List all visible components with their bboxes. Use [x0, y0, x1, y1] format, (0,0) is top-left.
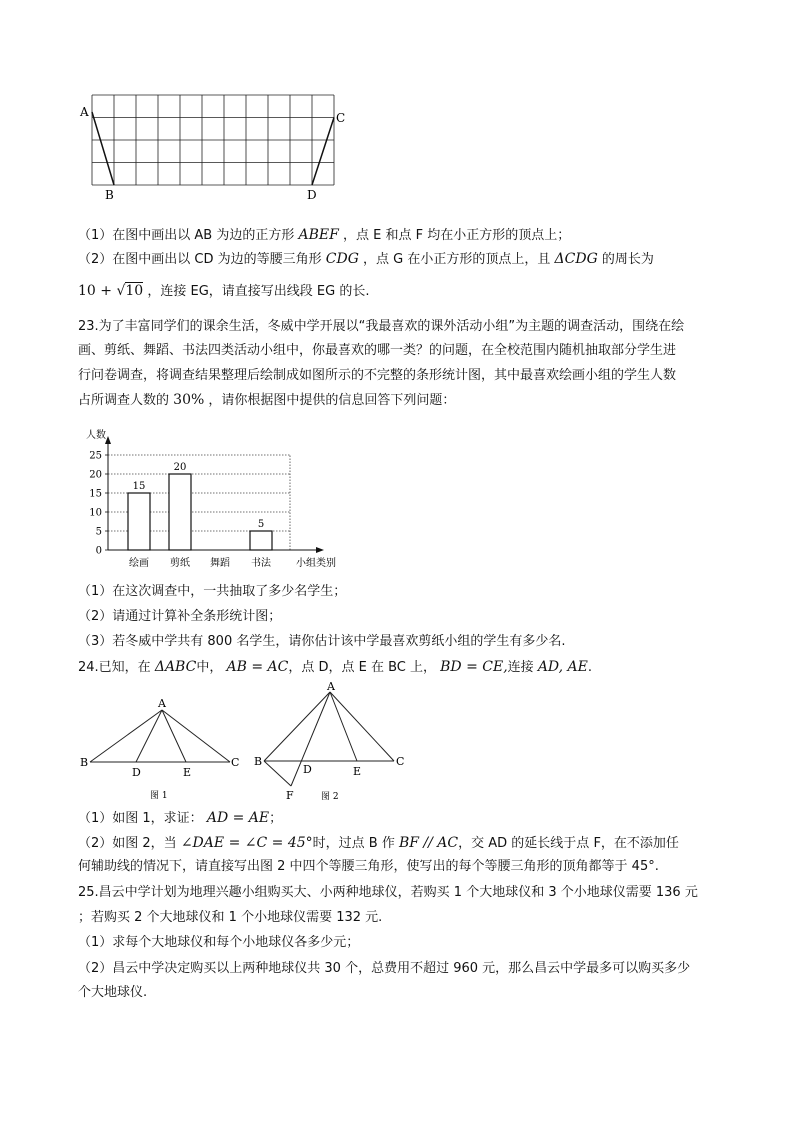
fig2-label-a: A — [327, 682, 335, 693]
y-tick-label: 5 — [95, 526, 102, 538]
bar-value-label: 20 — [173, 462, 187, 473]
triangle-figure-1 — [80, 695, 246, 803]
fig2-label-f: F — [286, 789, 294, 802]
x-category-label: 绘画 — [129, 558, 149, 569]
q24-part2-cont: 何辅助线的情况下，请直接写出图 2 中四个等腰三角形，使写出的每个等腰三角形的顶角都等于 45°. — [78, 859, 659, 874]
fig1-label-e: E — [183, 766, 192, 779]
y-tick-label: 25 — [89, 450, 102, 462]
fig2-label-b: B — [254, 755, 263, 768]
q23-question3: （3）若冬威中学共有 800 名学生，请你估计该中学最喜欢剪纸小组的学生有多少名. — [78, 634, 566, 649]
fig2-label-d: D — [303, 763, 312, 776]
x-axis-arrow — [316, 547, 324, 553]
x-category-label: 书法 — [251, 558, 271, 569]
x-category-label: 舞蹈 — [210, 558, 230, 569]
q25-question2-cont: 个大地球仪. — [78, 985, 148, 1000]
q24-part2: （2）如图 2，当 ∠DAE = ∠C = 45°时，过点 B 作 BF // AC，交 AD 的延长线于点 F，在不添加任 — [78, 835, 679, 851]
fig1-label-a: A — [158, 697, 166, 710]
y-tick-label: 10 — [89, 507, 102, 519]
fig1-label-d: D — [132, 766, 141, 779]
point-d-label: D — [307, 188, 317, 202]
q22-part2: （2）在图中画出以 CD 为边的等腰三角形 CDG ，点 G 在小正方形的顶点上，且 ΔCDG 的周长为 — [78, 251, 654, 267]
x-axis-label: 小组类别 — [296, 558, 336, 569]
fig1-caption: 图 1 — [150, 791, 168, 801]
bar — [169, 474, 191, 550]
segment-ab — [92, 112, 114, 185]
bar-value-label: 5 — [257, 519, 265, 530]
q22-part1: （1）在图中画出以 AB 为边的正方形 ABEF ，点 E 和点 F 均在小正方形的顶点上； — [78, 227, 571, 243]
fig1-label-c: C — [231, 756, 240, 769]
fig1-segment-ad — [136, 710, 162, 762]
q25-question1: （1）求每个大地球仪和每个小地球仪各多少元； — [78, 935, 360, 950]
bar-chart — [76, 420, 356, 572]
fig2-segment-ae — [330, 692, 357, 761]
y-axis-label: 人数 — [86, 430, 106, 441]
grid-figure — [76, 92, 356, 208]
q24-part1: （1）如图 1，求证： AD = AE； — [78, 810, 283, 826]
q23-question1: （1）在这次调查中，一共抽取了多少名学生； — [78, 584, 347, 599]
bar — [128, 493, 150, 550]
x-category-label: 剪纸 — [170, 558, 190, 569]
q22-part2-cont: 10 + √10 ，连接 EG，请直接写出线段 EG 的长. — [78, 283, 370, 299]
q23-line1: 23.为了丰富同学们的课余生活，冬威中学开展以“我最喜欢的课外活动小组”为主题的调查活动，围绕在绘 — [78, 319, 685, 334]
q23-line3: 行问卷调查，将调查结果整理后绘制成如图所示的不完整的条形统计图，其中最喜欢绘画小组的学生人数 — [78, 368, 677, 383]
fig2-segment-ab — [264, 692, 330, 761]
triangle-figure-2 — [253, 682, 413, 804]
fig2-label-e: E — [353, 765, 362, 778]
fig2-caption: 图 2 — [321, 792, 339, 802]
y-tick-label: 20 — [89, 469, 102, 481]
fig1-segment-ac — [162, 710, 230, 762]
q24-intro: 24.已知，在 ΔABC中， AB = AC，点 D，点 E 在 BC 上， BD = CE,连接 AD, AE. — [78, 659, 593, 675]
fig1-segment-ab — [90, 710, 162, 762]
y-tick-label: 0 — [95, 545, 102, 557]
y-tick-label: 15 — [89, 488, 102, 500]
q25-line2: ；若购买 2 个大地球仪和 1 个小地球仪需要 132 元. — [78, 910, 383, 925]
q25-question2: （2）昌云中学决定购买以上两种地球仪共 30 个，总费用不超过 960 元，那么昌云中学最多可以购买多少 — [78, 961, 691, 976]
point-c-label: C — [336, 111, 346, 125]
fig2-label-c: C — [396, 755, 405, 768]
fig1-segment-ae — [162, 710, 186, 762]
q25-line1: 25.昌云中学计划为地理兴趣小组购买大、小两种地球仪，若购买 1 个大地球仪和 3 个小地球仪需要 136 元 — [78, 885, 698, 900]
fig2-segment-ac — [330, 692, 394, 761]
segment-cd — [312, 118, 334, 186]
bar — [250, 531, 272, 550]
fig2-segment-bf — [264, 761, 291, 786]
q23-line4: 占所调查人数的 30% ，请你根据图中提供的信息回答下列问题： — [78, 392, 456, 408]
bar-value-label: 15 — [132, 481, 146, 492]
sqrt-symbol: √ — [116, 283, 126, 299]
q23-question2: （2）请通过计算补全条形统计图； — [78, 609, 282, 624]
q23-line2: 画、剪纸、舞蹈、书法四类活动小组中，你最喜欢的哪一类？的问题，在全校范围内随机抽取部分学生进 — [78, 343, 677, 358]
point-b-label: B — [105, 188, 114, 202]
fig1-label-b: B — [80, 756, 89, 769]
point-a-label: A — [80, 105, 89, 119]
